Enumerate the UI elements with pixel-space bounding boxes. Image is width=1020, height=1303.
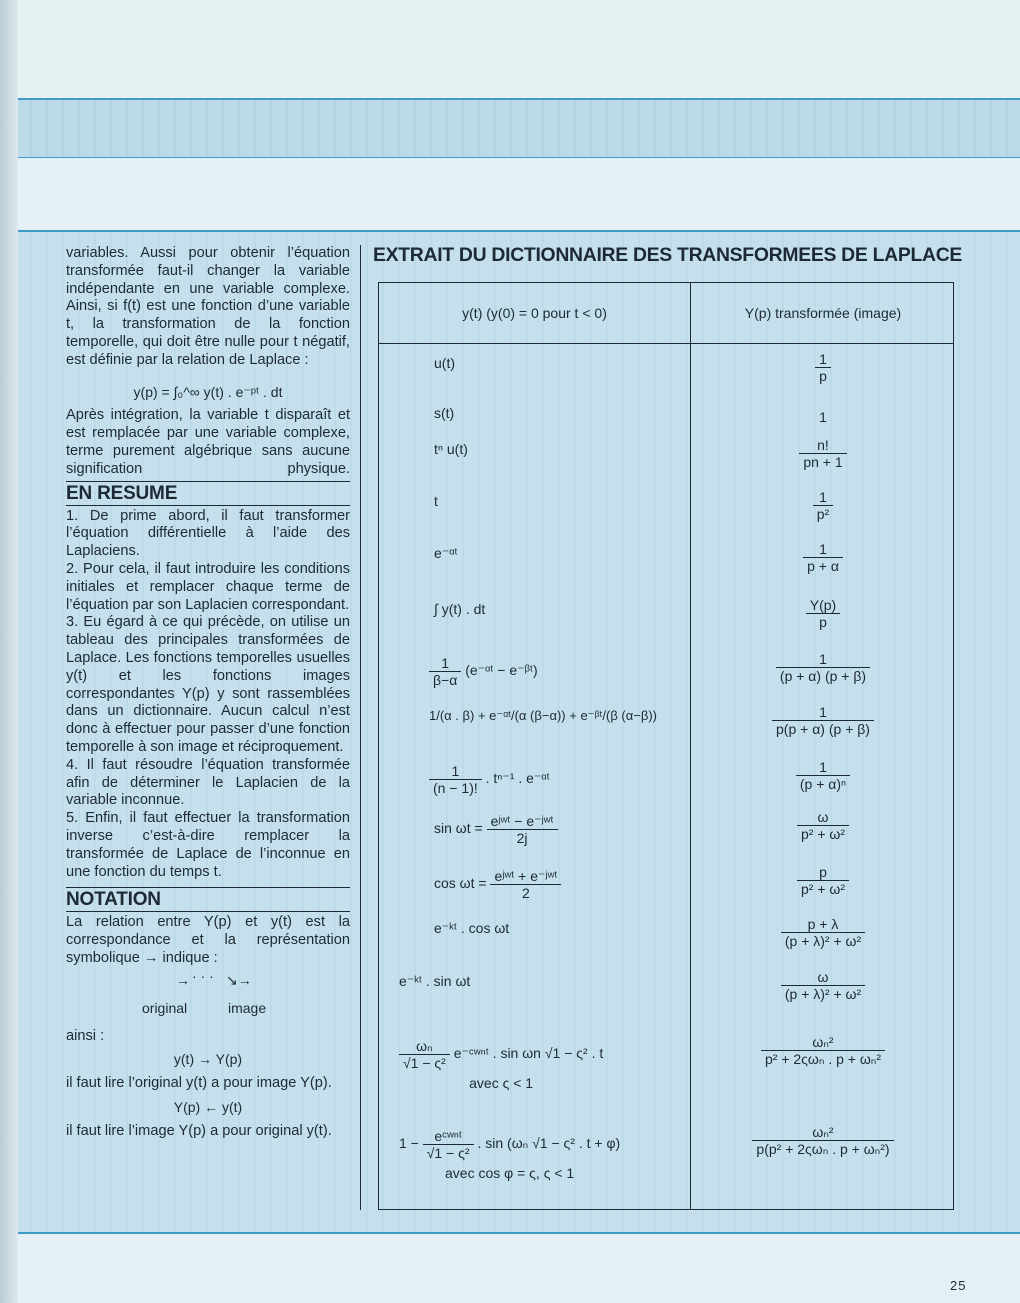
- table-cell-left: [429, 763, 550, 796]
- table-header-left: y(t) (y(0) = 0 pour t < 0): [462, 305, 607, 321]
- transform-fraction: [776, 651, 870, 684]
- table-cell-right: [692, 916, 954, 949]
- formula-fraction: [429, 763, 482, 796]
- ellipsis-icon: · · ·: [192, 967, 214, 984]
- table-cell-left: [434, 813, 558, 846]
- transform-denominator: p²: [816, 506, 830, 522]
- relation-backward: Y(p) ← y(t): [173, 1099, 243, 1116]
- table-cell-right: [692, 489, 954, 522]
- table-cell-right: [692, 1034, 954, 1067]
- resume-item: 2. Pour cela, il faut introduire les conditions initiales et remplacer chaque terme de l’équation par son Laplacien correspondant.: [66, 560, 350, 613]
- formula-numerator: 1: [429, 655, 461, 672]
- formula-fraction: [490, 868, 561, 901]
- transform-denominator: p: [819, 368, 827, 384]
- notation-paragraph: La relation entre Y(p) et y(t) est la correspondance et la représentation symbolique → indique :: [66, 914, 350, 966]
- transform-fraction: [803, 541, 843, 574]
- transform-denominator: p² + 2ςωₙ . p + ωₙ²: [764, 1051, 882, 1067]
- notation-diagram: [66, 968, 350, 1028]
- transform-numerator: p + λ: [781, 916, 865, 933]
- table-cell-left: tⁿ u(t): [434, 441, 468, 457]
- table-cell-right: [692, 651, 954, 684]
- formula-denominator: 2: [522, 885, 530, 901]
- rule: [0, 98, 1020, 100]
- transform-numerator: ω: [781, 969, 865, 986]
- table-cell-left: u(t): [434, 355, 455, 371]
- laplace-table: [378, 282, 954, 1210]
- table-cell-right: [692, 809, 954, 842]
- transform-fraction: [781, 969, 865, 1002]
- formula-head: cos ωt =: [434, 875, 491, 892]
- transform-fraction: [796, 759, 850, 792]
- table-cell-left: [434, 868, 561, 901]
- table-cell-left: [399, 1128, 620, 1181]
- transform-fraction: [761, 1034, 885, 1067]
- table-cell-left: e⁻ᵏᵗ . sin ωt: [399, 973, 471, 989]
- relation-forward-text: il faut lire l’original y(t) a pour image Y(p).: [66, 1075, 332, 1092]
- formula-denominator: β−α: [433, 672, 458, 688]
- formula-numerator: eʲʷᵗ + e⁻ʲʷᵗ: [490, 868, 561, 885]
- table-cell-right: [692, 597, 954, 630]
- transform-numerator: ω: [797, 809, 849, 826]
- transform-fraction: [813, 489, 833, 522]
- transform-fraction: [781, 916, 865, 949]
- transform-fraction: [799, 437, 846, 470]
- transform-fraction: [797, 864, 849, 897]
- transform-fraction: [806, 597, 840, 630]
- formula-note: avec ς < 1: [469, 1075, 534, 1091]
- table-cell-right: [692, 541, 954, 574]
- transform-fraction: [752, 1124, 893, 1157]
- transform-denominator: (p + α)ⁿ: [799, 776, 847, 792]
- intro-paragraph: variables. Aussi pour obtenir l’équation transformée faut-il changer la variable indépendante en une variable complexe. Ainsi, si f(t) est une fonction d’une variable t, la transformation de la fonction temporelle, qui doit être nulle pour t négatif, est définie par la relation de Laplace :: [66, 245, 350, 368]
- transform-denominator: p² + ω²: [801, 881, 845, 897]
- left-column: [66, 245, 350, 1141]
- transform-numerator: 1: [813, 489, 833, 506]
- transform-denominator: p(p² + 2ςωₙ . p + ωₙ²): [756, 1141, 890, 1157]
- transform-numerator: 1: [772, 704, 874, 721]
- transform-numerator: 1: [803, 541, 843, 558]
- resume-item: 4. Il faut résoudre l’équation transformée afin de déterminer le Laplacien de la variable inconnue.: [66, 756, 350, 809]
- table-cell-right: [692, 759, 954, 792]
- formula-denominator: √1 − ς²: [426, 1145, 470, 1161]
- ainsi-label: ainsi :: [66, 1027, 105, 1044]
- background-light: [0, 158, 1020, 230]
- table-cell-left: 1/(α . β) + e⁻ᵅᵗ/(α (β−α)) + e⁻ᵝᵗ/(β (α−β)): [429, 708, 658, 723]
- formula-head: sin ωt =: [434, 820, 487, 837]
- formula-fraction: [487, 813, 558, 846]
- formula-fraction: [423, 1128, 474, 1161]
- after-paragraph: Après intégration, la variable t disparaît et est remplacée par une variable complexe, terme purement algébrique sans aucune signification physique.: [66, 407, 350, 477]
- background-top: [0, 0, 1020, 98]
- transform-numerator: 1: [815, 351, 831, 368]
- formula-tail: . sin (ωₙ √1 − ς² . t + φ): [473, 1135, 621, 1152]
- table-cell-right: [692, 704, 954, 737]
- laplace-formula: y(p) = ∫₀^∞ y(t) . e⁻ᵖᵗ . dt: [133, 383, 283, 400]
- relation-backward-text: il faut lire l’image Y(p) a pour original y(t).: [66, 1122, 332, 1139]
- table-cell-right: [692, 969, 954, 1002]
- formula-tail: . tⁿ⁻¹ . e⁻ᵅᵗ: [481, 770, 550, 787]
- table-cell-left: [429, 655, 538, 688]
- table-header-divider: [379, 343, 953, 344]
- table-cell-left: e⁻ᵅᵗ: [434, 545, 458, 561]
- table-cell-right: [692, 351, 954, 384]
- transform-denominator: pn + 1: [803, 454, 843, 470]
- resume-item: 1. De prime abord, il faut transformer l’équation différentielle à l’aide des Laplaciens.: [66, 507, 350, 560]
- table-cell-right: [692, 437, 954, 470]
- transform-denominator: p + α: [807, 558, 839, 574]
- transform-numerator: p: [797, 864, 849, 881]
- transform-fraction: [772, 704, 874, 737]
- relation-forward: y(t) → Y(p): [173, 1051, 243, 1068]
- transform-numerator: n!: [799, 437, 846, 454]
- transform-fraction: [815, 351, 831, 384]
- formula-fraction: [399, 1038, 450, 1071]
- transform-numerator: ωₙ²: [761, 1034, 885, 1051]
- table-cell-left: [399, 1038, 603, 1091]
- resume-heading: EN RESUME: [66, 481, 350, 506]
- table-cell-left: s(t): [434, 405, 455, 421]
- transform-numerator: 1: [796, 759, 850, 776]
- formula-denominator: (n − 1)!: [433, 780, 478, 796]
- table-cell-left: e⁻ᵏᵗ . cos ωt: [434, 920, 510, 936]
- table-header-right: Y(p) transformée (image): [744, 305, 902, 321]
- transform-denominator: (p + λ)² + ω²: [784, 986, 862, 1002]
- background-stripe: [0, 98, 1020, 158]
- arrow-icon: →: [176, 971, 190, 988]
- transform-numerator: Y(p): [806, 597, 840, 614]
- transform-denominator: (p + α) (p + β): [779, 668, 867, 684]
- formula-numerator: eʲʷᵗ − e⁻ʲʷᵗ: [487, 813, 558, 830]
- background-bottom: [0, 1234, 1020, 1303]
- formula-numerator: eᶜʷⁿᵗ: [423, 1128, 474, 1145]
- resume-item: 3. Eu égard à ce qui précède, on utilise un tableau des principales transformées de Laplace. Les fonctions temporelles usuelles y(t) et les fonctions images correspondantes Y(p) y sont rassemblées dans un dictionnaire. Aucun calcul n’est donc à effectuer pour passer d’une fonction temporelle à son image et réciproquement.: [66, 614, 350, 755]
- column-divider: [360, 245, 361, 1210]
- table-cell-right: [692, 864, 954, 897]
- transform-numerator: 1: [776, 651, 870, 668]
- formula-tail: e⁻ᶜʷⁿᵗ . sin ωn √1 − ς² . t: [449, 1045, 604, 1062]
- page-spine: [0, 0, 18, 1303]
- resume-item: 5. Enfin, il faut effectuer la transformation inverse c’est-à-dire remplacer la transformée de Laplace de l’inconnue en une fonction du temps t.: [66, 810, 350, 880]
- notation-heading: NOTATION: [66, 887, 350, 912]
- formula-fraction: [429, 655, 461, 688]
- formula-denominator: 2j: [516, 830, 528, 846]
- transform-denominator: p² + ω²: [801, 826, 845, 842]
- formula-denominator: √1 − ς²: [403, 1055, 446, 1071]
- transform-denominator: p: [819, 614, 827, 630]
- formula-numerator: 1: [429, 763, 482, 780]
- arrow-icon: ↘→: [226, 971, 252, 988]
- table-cell-right: [692, 1124, 954, 1157]
- table-cell-right: 1: [819, 409, 827, 425]
- page-number: 25: [950, 1278, 967, 1293]
- table-cell-left: ∫ y(t) . dt: [434, 601, 486, 617]
- image-label: image: [228, 999, 267, 1016]
- transform-numerator: ωₙ²: [752, 1124, 893, 1141]
- formula-head: 1 −: [399, 1135, 423, 1152]
- formula-note: avec cos φ = ς, ς < 1: [445, 1165, 575, 1181]
- table-cell-left: t: [434, 493, 438, 509]
- transform-denominator: p(p + α) (p + β): [776, 721, 870, 737]
- table-title: EXTRAIT DU DICTIONNAIRE DES TRANSFORMEES DE LAPLACE: [373, 244, 963, 266]
- transform-denominator: (p + λ)² + ω²: [784, 933, 862, 949]
- original-label: original: [142, 999, 188, 1016]
- formula-numerator: ωₙ: [399, 1038, 450, 1055]
- formula-tail: (e⁻ᵅᵗ − e⁻ᵝᵗ): [461, 662, 538, 679]
- transform-fraction: [797, 809, 849, 842]
